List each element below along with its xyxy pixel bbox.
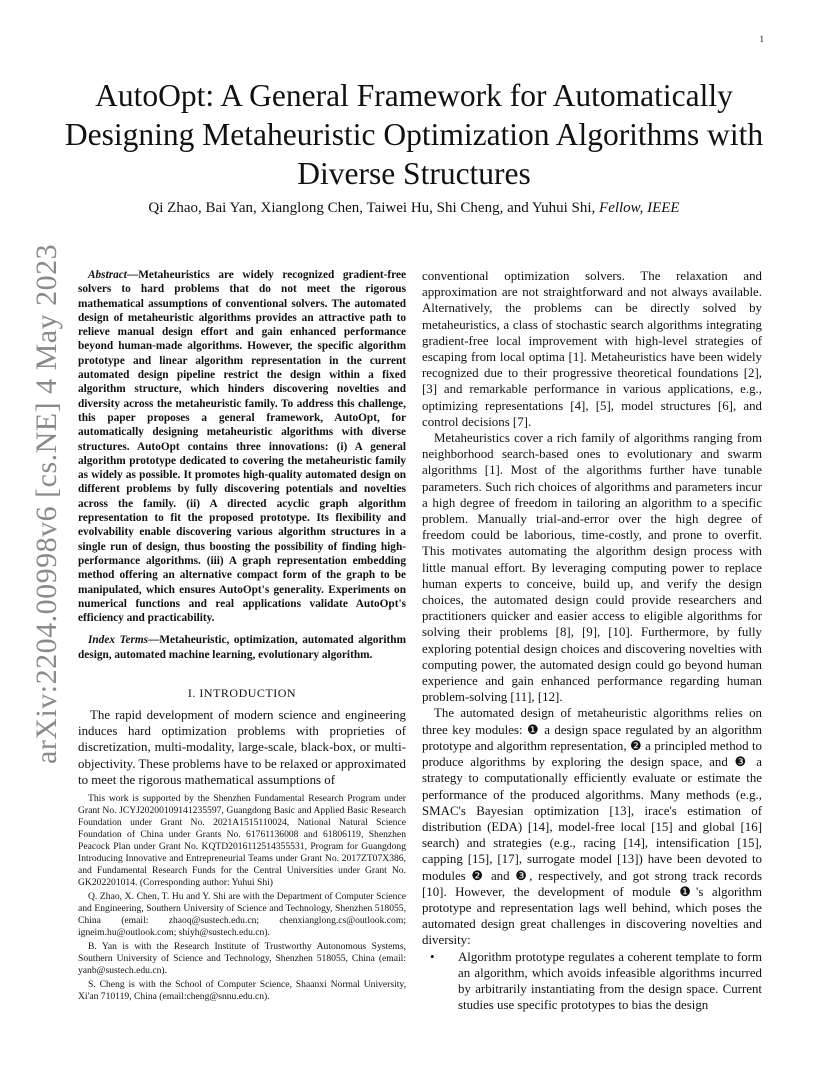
- footnote-affiliation-cheng: S. Cheng is with the School of Computer Science, Shaanxi Normal University, Xi'an 710119, China (email:cheng@snnu.edu.cn).: [78, 979, 406, 1002]
- right-paragraph-1: conventional optimization solvers. The relaxation and approximation are not straightforward and not always available. Alternatively, the problems can be directly solved by metaheuristics, a class of stochastic search algorithms integrating gradient-free local improvement with high-level strategies of escaping from local optima [1]. Metaheuristics have been widely recognized due to their progressive theoretical foundations [2], [3] and remarkable performance in various applications, e.g., optimizing representations [4], [5], model structures [6], and control decisions [7].: [422, 269, 762, 429]
- right-paragraph-2: Metaheuristics cover a rich family of algorithms ranging from neighborhood search-based ones to evolutionary and swarm algorithms [1]. Most of the algorithms further have tunable parameters. Such rich choices of algorithms and parameters incur a high degree of freedom in tailoring an algorithm to a specific problem. Manually trial-and-error over the high degree of freedom could be laborious, time-costly, and prone to overfit. This motivates automating the algorithm design process with little manual effort. By leveraging computing power to replace human experts to conceive, build up, and verify the design choices, the automated design could provide researchers and practitioners quicker and easier access to eligible algorithms for solving their problems [8], [9], [10]. Furthermore, by fully exploring potential design choices and discovering novelties with computing power, the automated design could go beyond human experience and gain enhanced performance regarding human problem-solving [11], [12].: [422, 431, 762, 705]
- footnote-affiliation-yan: B. Yan is with the Research Institute of Trustworthy Autonomous Systems, Southern University of Science and Technology, Shenzhen 518055, China (email: yanb@sustech.edu.cn).: [78, 941, 406, 976]
- paper-title: AutoOpt: A General Framework for Automatically Designing Metaheuristic Optimization Algorithms with Diverse Structures: [64, 78, 764, 191]
- footnotes: [78, 793, 406, 1005]
- footnote-funding: This work is supported by the Shenzhen Fundamental Research Program under Grant No. JCYJ20200109141235597, Guangdong Basic and Applied Basic Research Foundation under Grant No. 2021A1515110024, National Natural Science Foundation of China under Grants No. 61761136008 and 61806119, Shenzhen Peacock Plan under Grant No. KQTD2016112514355531, Program for Guangdong Introducing Innovative and Entrepreneurial Teams under Grant No. 2017ZT07X386, and Fundamental Research Funds for the Central Universities under Grant No. GK202201014. (Corresponding author: Yuhui Shi): [78, 793, 406, 888]
- page-number: 1: [759, 34, 764, 44]
- intro-paragraph: The rapid development of modern science and engineering induces hard optimization problems with proprieties of discretization, multi-modality, large-scale, black-box, or multi-objectivity. These problems have to be relaxed or approximated to meet the rigorous mathematical assumptions of: [78, 708, 406, 787]
- right-paragraph-3: The automated design of metaheuristic algorithms relies on three key modules: ❶ a design space regulated by an algorithm prototype and algorithm representation, ❷ a principled method to produce algorithms by exploring the design space, and ❸ a strategy to computationally efficiently evaluate or estimate the performance of the produced algorithms. Many methods (e.g., SMAC's Bayesian optimization [13], irace's estimation of distribution (EDA) [14], model-free local [15] and global [16] search) and strategies (e.g., racing [14], intensification [15], capping [15], [17], surrogate model [13]) have been devoted to modules ❷ and ❸, respectively, and got strong track records [10]. However, the development of module ❶'s algorithm prototype and representation lags well behind, which poses the automated design great challenges in discovering novelties and diversity:: [422, 706, 762, 948]
- arxiv-watermark: arXiv:2204.00998v6 [cs.NE] 4 May 2023: [30, 243, 63, 764]
- index-terms-text: —Metaheuristic, optimization, automated algorithm design, automated machine learning, evolutionary algorithm.: [78, 634, 406, 661]
- abstract-label: Abstract: [88, 269, 127, 281]
- bullet-marker: •: [430, 949, 435, 964]
- left-column: [78, 268, 406, 788]
- author-fellow-note: Fellow, IEEE: [599, 200, 680, 216]
- section-heading-introduction: I. INTRODUCTION: [187, 686, 297, 701]
- author-line: [60, 200, 768, 217]
- abstract-text: —Metaheuristics are widely recognized gradient-free solvers to hard problems that do not meet the rigorous mathematical assumptions of conventional solvers. The automated design of metaheuristic algorithms provides an attractive path to relieve manual design effort and gain enhanced performance beyond human-made algorithms. However, the specific algorithm prototype and linear algorithm representation in the current automated design pipeline restrict the design within a fixed algorithm structure, which hinders discovering novelties and diversity across the metaheuristic family. To address this challenge, this paper proposes a general framework, AutoOpt, for automatically designing metaheuristic algorithms with diverse structures. AutoOpt contains three innovations: (i) A general algorithm prototype dedicated to covering the metaheuristic family as widely as possible. It promotes high-quality automated design on different problems by fully discovering potentials and novelties across the family. (ii) A directed acyclic graph algorithm representation to fit the proposed prototype. Its flexibility and evolvability enable discovering various algorithm structures in a single run of design, thus boosting the possibility of finding high-performance algorithms. (iii) A graph representation embedding method offering an alternative compact form of the graph to be manipulated, which ensures AutoOpt's generality. Experiments on numerical functions and real applications validate AutoOpt's efficiency and practicability.: [78, 269, 406, 625]
- index-terms: [78, 633, 406, 662]
- abstract: [78, 268, 406, 625]
- author-names: Qi Zhao, Bai Yan, Xianglong Chen, Taiwei Hu, Shi Cheng, and Yuhui Shi,: [148, 200, 596, 216]
- bullet-item: [422, 949, 762, 1014]
- index-terms-label: Index Terms: [88, 634, 149, 647]
- bullet-text: Algorithm prototype regulates a coherent template to form an algorithm, which avoids infeasible algorithms incurred by arbitrarily instantiating from the design space. Current studies use specific prototypes to bias the design: [458, 949, 762, 1013]
- right-column: [422, 268, 762, 1013]
- footnote-affiliation-sustech: Q. Zhao, X. Chen, T. Hu and Y. Shi are with the Department of Computer Science and Engineering, Southern University of Science and Technology, Shenzhen 518055, China (email: zhaoq@sustech.edu.cn; chenxianglong.cs@outlook.com; igneim.hu@outlook.com; shiyh@sustech.edu.cn).: [78, 891, 406, 938]
